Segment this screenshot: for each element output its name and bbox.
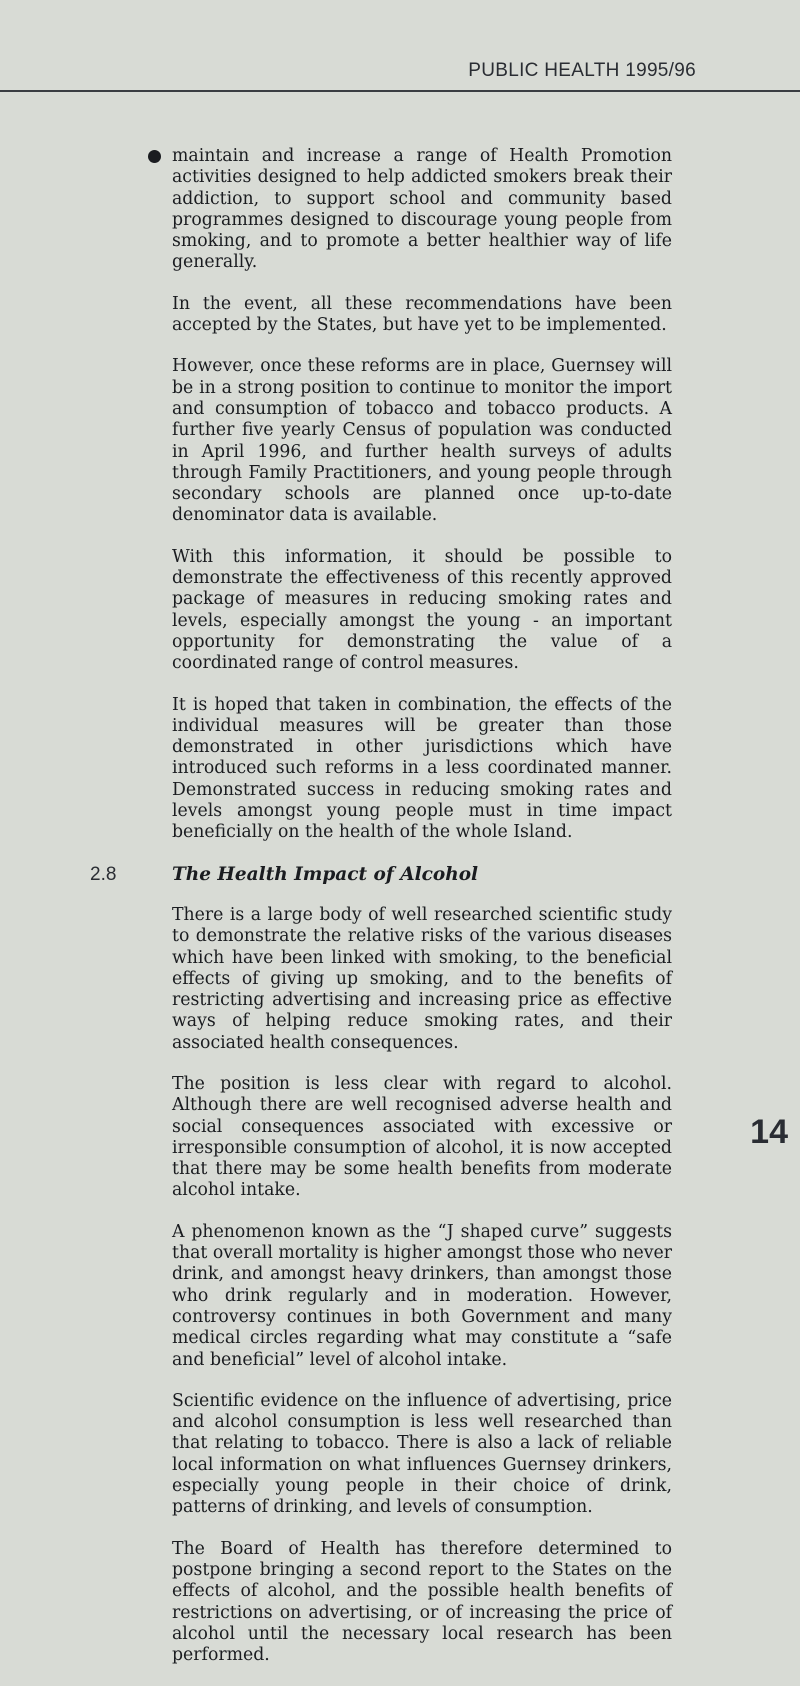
section-title: The Health Impact of Alcohol (172, 863, 479, 885)
section-number: 2.8 (90, 863, 117, 885)
body-text (90, 146, 672, 1686)
paragraph: Scientific evidence on the influence of advertising, price and alcohol consumption is less well researched than that relating to tobacco. There is also a lack of reliable local information on what influences Guernsey drinkers, especially young people in their choice of drink, patterns of drinking, and levels of consumption. (172, 1390, 672, 1518)
bullet-dot-icon (148, 150, 161, 163)
bullet-item (172, 146, 672, 274)
paragraph: The position is less clear with regard to alcohol. Although there are well recognised adverse health and social consequences associated with excessive or irresponsible consumption of alcohol, it is now accepted that there may be some health benefits from moderate alcohol intake. (172, 1073, 672, 1201)
bullet-text: maintain and increase a range of Health Promotion activities designed to help addicted smokers break their addiction, to support school and community based programmes designed to discourage young people from smoking, and to promote a better healthier way of life generally. (172, 146, 672, 273)
paragraph: A phenomenon known as the “J shaped curve” suggests that overall mortality is higher amongst those who never drink, and amongst heavy drinkers, than amongst those who drink regularly and in moderation. However, controversy continues in both Government and many medical circles regarding what may constitute a “safe and beneficial” level of alcohol intake. (172, 1221, 672, 1370)
paragraph: However, once these reforms are in place, Guernsey will be in a strong position to continue to monitor the import and consumption of tobacco and tobacco products. A further five yearly Census of population was conducted in April 1996, and further health surveys of adults through Family Practitioners, and young people through secondary schools are planned once up-to-date denominator data is available. (172, 356, 672, 526)
header-rule (0, 90, 800, 92)
paragraph: It is hoped that taken in combination, the effects of the individual measures will be greater than those demonstrated in other jurisdictions which have introduced such reforms in a less coordinated manner. Demonstrated success in reducing smoking rates and levels amongst young people must in time impact beneficially on the health of the whole Island. (172, 694, 672, 843)
paragraph: With this information, it should be possible to demonstrate the effectiveness of this recently approved package of measures in reducing smoking rates and levels, especially amongst the young - an important opportunity for demonstrating the value of a coordinated range of control measures. (172, 546, 672, 674)
paragraph: The Board of Health has therefore determined to postpone bringing a second report to the States on the effects of alcohol, and the possible health benefits of restrictions on advertising, or of increasing the price of alcohol until the necessary local research has been performed. (172, 1538, 672, 1666)
page-number: 14 (750, 1113, 788, 1151)
paragraph: In the event, all these recommendations have been accepted by the States, but have yet to be implemented. (172, 293, 672, 336)
running-header: PUBLIC HEALTH 1995/96 (468, 60, 696, 81)
paragraph: There is a large body of well researched scientific study to demonstrate the relative risks of the various diseases which have been linked with smoking, to the beneficial effects of giving up smoking, and to the benefits of restricting advertising and increasing price as effective ways of helping reduce smoking rates, and their associated health consequences. (172, 904, 672, 1053)
section-heading (90, 863, 672, 885)
